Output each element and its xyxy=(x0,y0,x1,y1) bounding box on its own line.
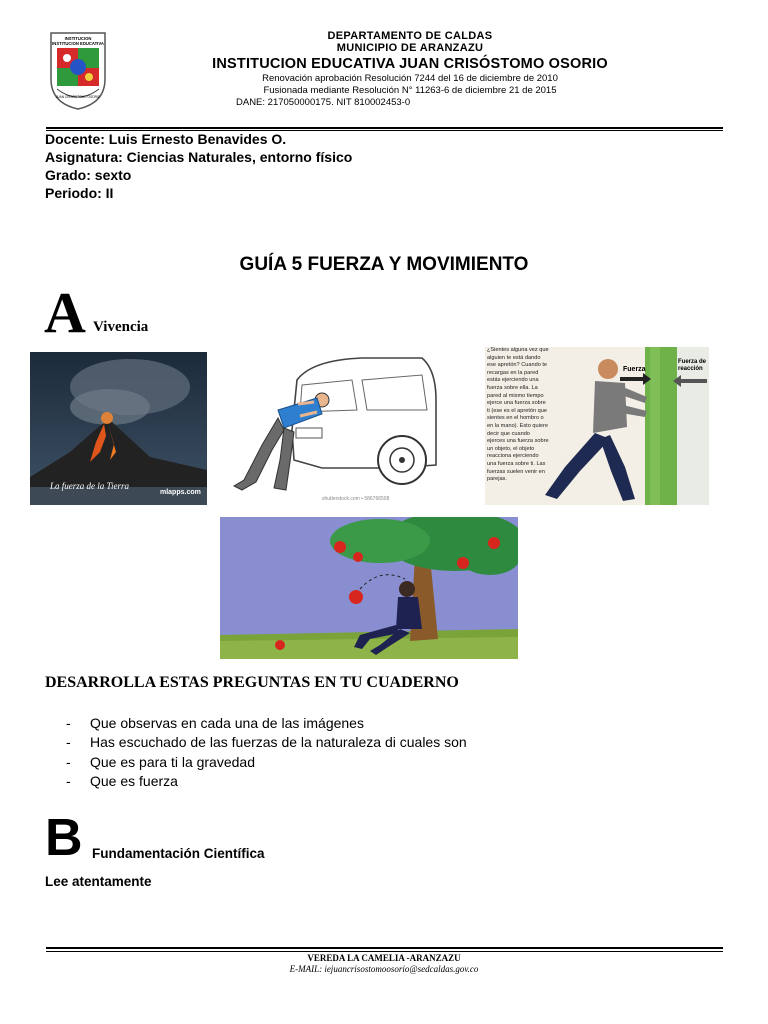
wall-force-image xyxy=(485,347,709,505)
section-b-letter: B xyxy=(45,809,83,867)
header-rule xyxy=(46,127,723,129)
department: DEPARTAMENTO DE CALDAS xyxy=(327,30,493,42)
footer-rule-thin xyxy=(46,951,723,952)
question-text: Has escuchado de las fuerzas de la naturaleza di cuales son xyxy=(90,734,467,751)
wall-text: Cuando te recargas en la pared estás ejerciendo una fuerza sobre ella. La pared al mismo tiempo ejerce una fuerza sobre ti (ese es el apretón que sientes en el hombro o en la mano). Esto quiere decir que cuando ejerces una fuerza sobre un objeto, el objeto reacciona ejerciendo una fuerza sobre ti. Las fuerzas suelen venir en parejas. xyxy=(487,362,549,483)
section-a-letter: A xyxy=(44,280,86,345)
list-item xyxy=(66,714,467,733)
footer-email: E-MAIL: iejuancrisostomoosorio@sedcaldas.gov.co xyxy=(289,964,479,974)
logo-text: INSTITUCION EDUCATIVA xyxy=(52,41,104,46)
reaction-label-2: reacción xyxy=(678,366,703,372)
volcano-watermark: mlapps.com xyxy=(160,489,201,496)
volcano-image xyxy=(30,352,207,505)
school-logo xyxy=(45,27,111,111)
renewal-resolution: Renovación aprobación Resolución 7244 del 16 de diciembre de 2010 xyxy=(262,73,558,84)
dane-nit: DANE: 217050000175. NIT 810002453-0 xyxy=(236,97,411,108)
subject: Asignatura: Ciencias Naturales, entorno físico xyxy=(45,149,353,165)
municipality: MUNICIPIO DE ARANZAZU xyxy=(336,42,484,54)
merger-resolution: Fusionada mediante Resolución N° 11263-6 de diciembre 21 de 2015 xyxy=(263,85,557,96)
questions-list xyxy=(66,714,467,791)
car-push-image xyxy=(222,350,440,503)
list-dash: - xyxy=(66,772,71,789)
question-text: Que observas en cada una de las imágenes xyxy=(90,715,364,731)
footer-address: VEREDA LA CAMELIA -ARANZAZU xyxy=(307,953,461,963)
list-dash: - xyxy=(66,734,71,751)
question-text: Que es para ti la gravedad xyxy=(90,753,255,770)
period: Periodo: II xyxy=(45,185,114,201)
list-dash: - xyxy=(66,715,71,731)
questions-title: DESARROLLA ESTAS PREGUNTAS EN TU CUADERNO xyxy=(45,674,459,691)
section-b-label: Fundamentación Científica xyxy=(92,846,265,861)
force-label: Fuerza xyxy=(623,366,646,373)
list-dash: - xyxy=(66,753,71,770)
list-item xyxy=(66,772,467,791)
svg-text:INSTITUCION: INSTITUCION xyxy=(64,36,92,41)
list-item xyxy=(66,753,467,772)
wall-text-top: ¿Sientes alguna vez que alguien te está dando ese apretón? xyxy=(487,347,549,369)
footer-rule xyxy=(46,947,723,949)
section-b-instruction: Lee atentamente xyxy=(45,874,152,889)
section-a-label: Vivencia xyxy=(93,319,149,335)
teacher: Docente: Luis Ernesto Benavides O. xyxy=(45,131,287,147)
grade: Grado: sexto xyxy=(45,167,132,183)
volcano-caption: La fuerza de la Tierra xyxy=(50,481,130,491)
list-item xyxy=(66,733,467,752)
question-text: Que es fuerza xyxy=(90,772,178,789)
newton-apple-image xyxy=(220,517,518,659)
car-watermark: shutterstock.com • 586766508 xyxy=(322,496,390,502)
reaction-label-1: Fuerza de xyxy=(678,359,707,365)
institution-name: INSTITUCION EDUCATIVA JUAN CRISÓSTOMO OSORIO xyxy=(212,56,608,72)
logo-ring-text: JUAN CRISÓSTOMO OSORIO xyxy=(55,95,101,99)
page-title: GUÍA 5 FUERZA Y MOVIMIENTO xyxy=(239,254,529,275)
